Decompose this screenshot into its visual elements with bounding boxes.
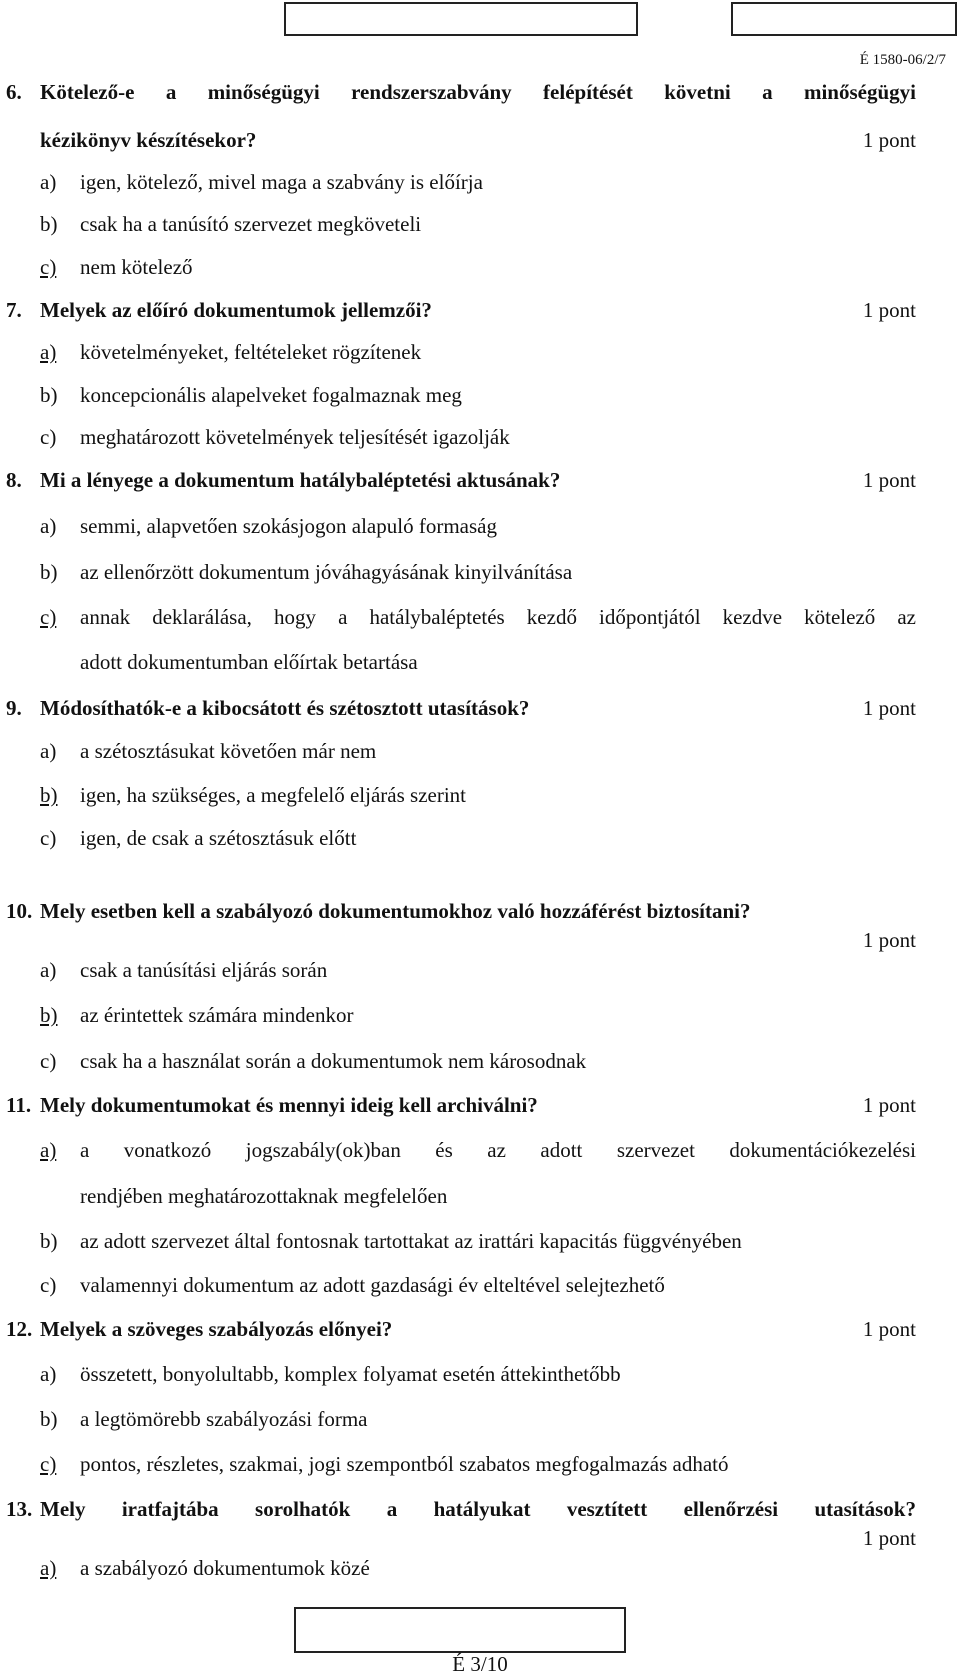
question-10 <box>0 895 960 927</box>
points-label: 1 pont <box>862 468 916 492</box>
points-label: 1 pont <box>862 298 916 322</box>
question-13-points <box>0 1522 960 1554</box>
question-text: Mi a lényege a dokumentum hatálybaléptetési aktusának? <box>40 468 561 492</box>
question-9 <box>0 692 960 724</box>
option-13a: a) a szabályozó dokumentumok közé <box>0 1552 960 1584</box>
option-10b: b) az érintettek számára mindenkor <box>0 999 960 1031</box>
question-text: Melyek a szöveges szabályozás előnyei? <box>40 1317 393 1341</box>
points-label: 1 pont <box>862 1093 916 1117</box>
option-11a-cont: rendjében meghatározottaknak megfelelően <box>80 1184 448 1208</box>
question-12 <box>0 1313 960 1345</box>
option-7c: c) meghatározott követelmények teljesítését igazolják <box>40 425 510 449</box>
option-9b: b) igen, ha szükséges, a megfelelő eljárás szerint <box>0 779 960 811</box>
correct-answer-mark: a) <box>40 1556 57 1580</box>
question-text: Kötelező-e a minőségügyi rendszerszabvány felépítését követni a minőségügyi <box>40 80 916 104</box>
page-number: É 3/10 <box>452 1652 508 1676</box>
option-10a: a) csak a tanúsítási eljárás során <box>40 958 328 982</box>
option-8b: b) az ellenőrzött dokumentum jóváhagyásának kinyilvánítása <box>40 560 573 584</box>
correct-answer-mark: a) <box>40 340 57 364</box>
option-6c: c) nem kötelező <box>0 251 960 283</box>
question-number: 11. <box>6 1093 32 1117</box>
question-number: 13. <box>6 1497 33 1521</box>
option-11b: b) az adott szervezet által fontosnak tartottakat az irattári kapacitás függvényében <box>40 1229 742 1253</box>
option-12a: a) összetett, bonyolultabb, komplex folyamat esetén áttekinthetőbb <box>40 1362 621 1386</box>
option-10c: c) csak ha a használat során a dokumentumok nem károsodnak <box>40 1049 587 1073</box>
document-code: É 1580-06/2/7 <box>859 52 946 68</box>
option-9a: a) a szétosztásukat követően már nem <box>40 739 377 763</box>
question-10-points <box>0 924 960 956</box>
correct-answer-mark: c) <box>40 255 57 279</box>
option-6a: a) igen, kötelező, mivel maga a szabvány is előírja <box>40 170 483 194</box>
question-11 <box>0 1089 960 1121</box>
correct-answer-mark: c) <box>40 605 57 629</box>
question-13 <box>0 1493 960 1525</box>
option-8c-cont: adott dokumentumban előírtak betartása <box>80 650 418 674</box>
points-label: 1 pont <box>862 928 916 952</box>
score-box-bottom <box>294 1607 626 1653</box>
question-text: Mely dokumentumokat és mennyi ideig kell archiválni? <box>40 1093 538 1117</box>
option-6b: b) csak ha a tanúsító szervezet megköveteli <box>40 212 422 236</box>
question-text: Melyek az előíró dokumentumok jellemzői? <box>40 298 432 322</box>
option-8a: a) semmi, alapvetően szokásjogon alapuló formaság <box>40 514 497 538</box>
option-9c: c) igen, de csak a szétosztásuk előtt <box>40 826 357 850</box>
question-text: Mely esetben kell a szabályozó dokumentumokhoz való hozzáférést biztosítani? <box>40 899 751 923</box>
option-7a: a) követelményeket, feltételeket rögzítenek <box>0 336 960 368</box>
question-8 <box>0 464 960 496</box>
correct-answer-mark: b) <box>40 783 58 807</box>
question-text-cont: kézikönyv készítésekor? <box>40 128 257 152</box>
question-number: 10. <box>6 899 33 923</box>
question-number: 12. <box>6 1317 33 1341</box>
points-label: 1 pont <box>862 1526 916 1550</box>
correct-answer-mark: c) <box>40 1452 57 1476</box>
question-number: 9. <box>6 696 22 720</box>
points-label: 1 pont <box>862 128 916 152</box>
score-box-left <box>284 2 638 36</box>
question-number: 7. <box>6 298 22 322</box>
question-number: 6. <box>6 80 22 104</box>
question-6-cont <box>0 124 960 156</box>
correct-answer-mark: a) <box>40 1138 57 1162</box>
option-7b: b) koncepcionális alapelveket fogalmaznak meg <box>40 383 462 407</box>
question-text: Mely iratfajtába sorolhatók a hatályukat vesztített ellenőrzési utasítások? <box>40 1497 916 1521</box>
option-12c: c) pontos, részletes, szakmai, jogi szempontból szabatos megfogalmazás adható <box>0 1448 960 1480</box>
question-6 <box>0 76 960 108</box>
question-text: Módosíthatók-e a kibocsátott és szétosztott utasítások? <box>40 696 530 720</box>
option-12b: b) a legtömörebb szabályozási forma <box>40 1407 368 1431</box>
question-number: 8. <box>6 468 22 492</box>
option-11a: a) a vonatkozó jogszabály(ok)ban és az adott szervezet dokumentációkezelési <box>0 1134 960 1166</box>
option-11c: c) valamennyi dokumentum az adott gazdasági év elteltével selejtezhető <box>40 1273 665 1297</box>
question-7 <box>0 294 960 326</box>
points-label: 1 pont <box>862 696 916 720</box>
correct-answer-mark: b) <box>40 1003 58 1027</box>
points-label: 1 pont <box>862 1317 916 1341</box>
score-box-right <box>731 2 957 36</box>
option-8c: c) annak deklarálása, hogy a hatálybaléptetés kezdő időpontjától kezdve kötelező az <box>0 601 960 633</box>
